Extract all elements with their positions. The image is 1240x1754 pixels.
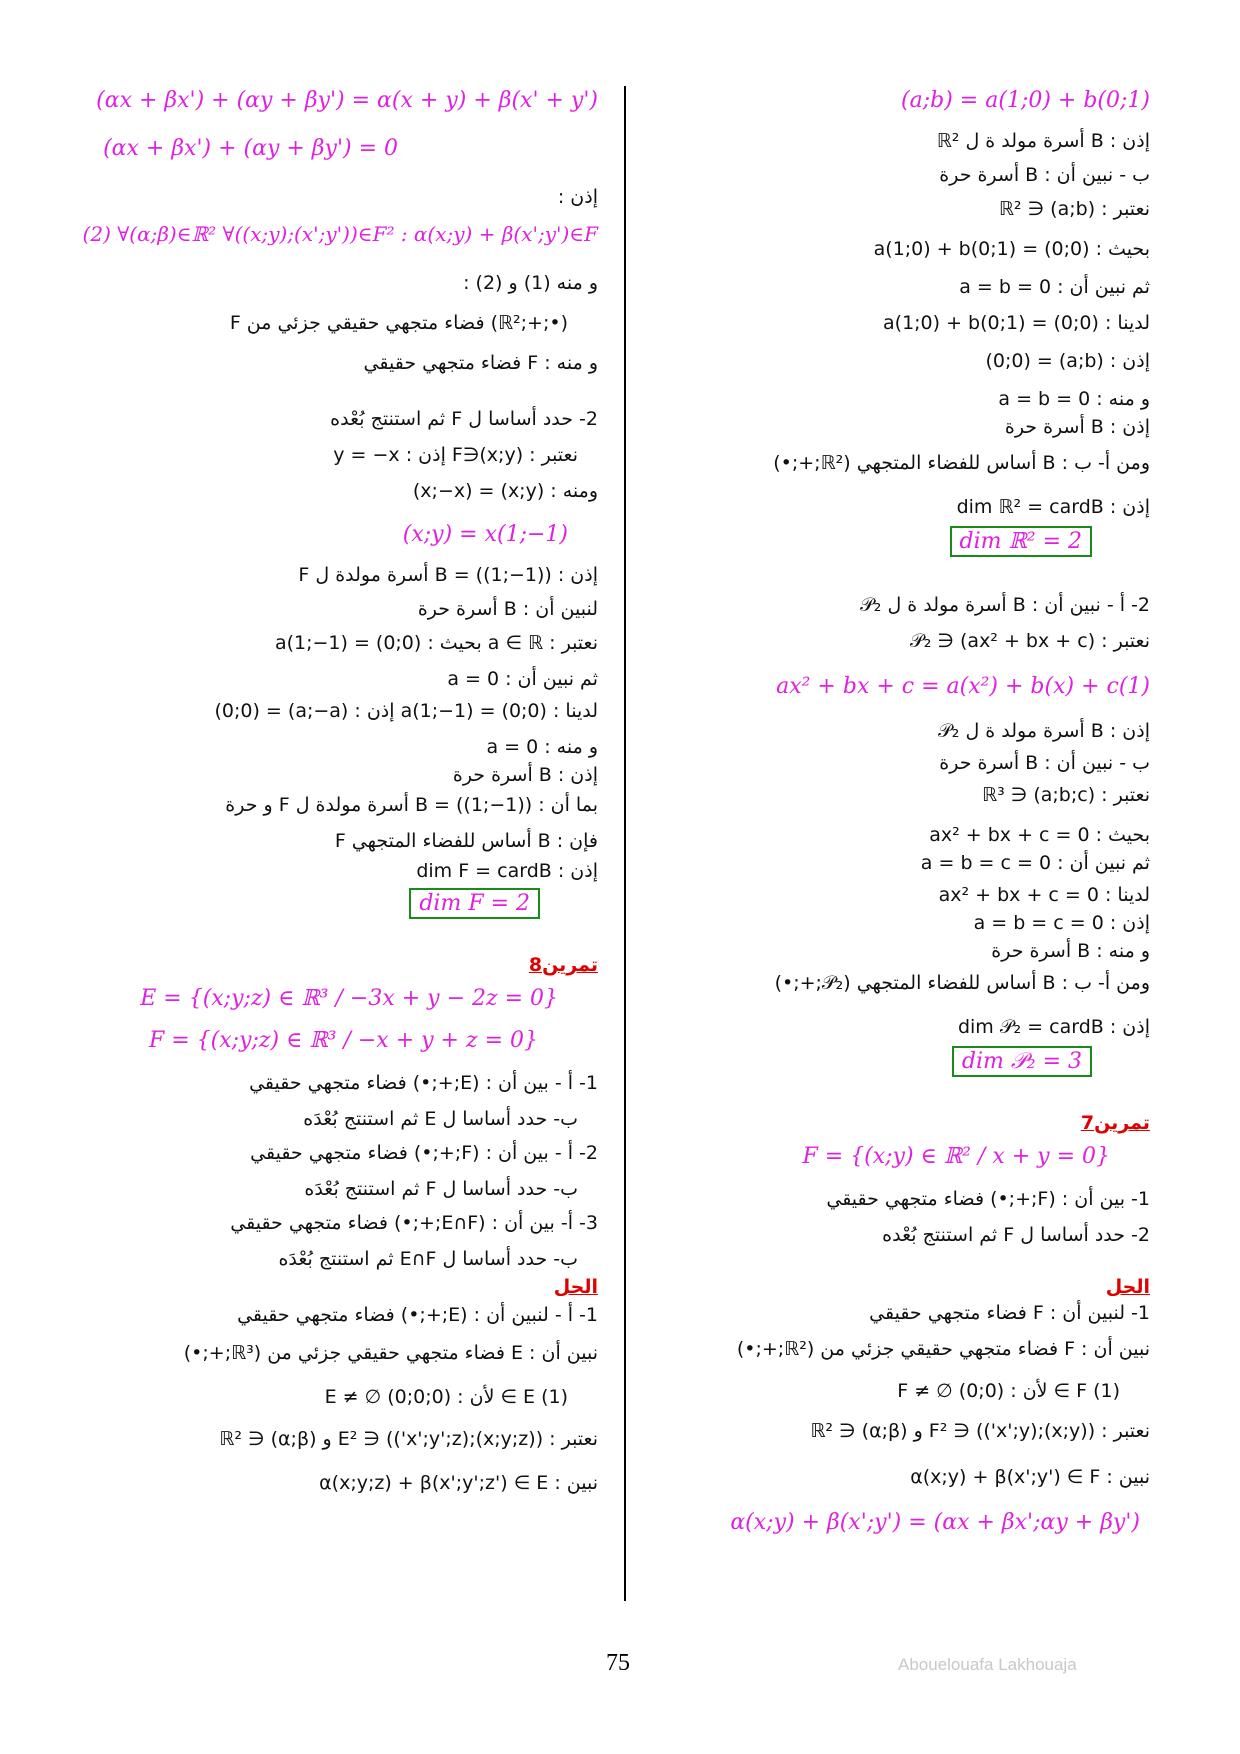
exercise-7-heading: تمرين7 — [1080, 1112, 1150, 1134]
text-line: لدينا : ax² + bx + c = 0 — [938, 884, 1150, 906]
text-line: ومنه : (x;y) = (x;−x) — [412, 480, 598, 502]
text-line: نعتبر : (a;b) ∈ ℝ² — [998, 198, 1150, 220]
result-box: dim F = 2 — [409, 888, 540, 919]
text-line: نبين أن : F فضاء متجهي حقيقي جزئي من (ℝ²;+;•) — [736, 1338, 1150, 1360]
text-line: ب - نبين أن : B أسرة حرة — [939, 164, 1150, 186]
text-line: نبين : α(x;y;z) + β(x';y';z') ∈ E — [319, 1472, 598, 1494]
text-line: نبين : α(x;y) + β(x';y') ∈ F — [910, 1466, 1150, 1488]
text-line: E ≠ ∅ لأن : (0;0;0) ∈ E (1) — [324, 1386, 568, 1408]
text-line: F فضاء متجهي حقيقي جزئي من (ℝ²;+;•) — [229, 312, 568, 334]
text-line: 2- أ - نبين أن : B أسرة مولد ة ل 𝒫₂ — [860, 594, 1150, 616]
page-number: 75 — [606, 1650, 630, 1676]
text-line: إذن : B = ((1;−1)) أسرة مولدة ل F — [298, 564, 598, 586]
text-line: فإن : B أساس للفضاء المتجهي F — [334, 830, 598, 852]
text-line: إذن : — [557, 186, 598, 208]
math-line: E = {(x;y;z) ∈ ℝ³ / −3x + y − 2z = 0} — [140, 986, 558, 1011]
text-line: 1- أ - بين أن : (E;+;•) فضاء متجهي حقيقي — [249, 1072, 598, 1094]
text-line: 2- حدد أساسا ل F ثم استنتج بُعْده — [882, 1224, 1150, 1246]
text-line: ب - نبين أن : B أسرة حرة — [939, 752, 1150, 774]
exercise-8-heading: تمرين8 — [528, 954, 598, 976]
text-line: إذن : dim F = cardB — [416, 860, 598, 882]
text-line: 1- أ - لنبين أن : (E;+;•) فضاء متجهي حقيقي — [237, 1304, 598, 1326]
text-line: إذن : B أسرة حرة — [452, 764, 598, 786]
text-line: و منه : F فضاء متجهي حقيقي — [363, 352, 598, 374]
text-line: ومن أ- ب : B أساس للفضاء المتجهي (ℝ²;+;•) — [773, 452, 1150, 474]
text-line: F ≠ ∅ لأن : (0;0) ∈ F (1) — [897, 1380, 1120, 1402]
result-box: dim 𝒫₂ = 3 — [952, 1046, 1092, 1077]
math-line: (2) ∀(α;β)∈ℝ² ∀((x;y);(x';y'))∈F² : α(x;y) + β(x';y')∈F — [82, 222, 598, 246]
math-line: (αx + βx') + (αy + βy') = α(x + y) + β(x' + y') — [96, 88, 598, 113]
solution-heading: الحل — [553, 1276, 598, 1298]
text-line: إذن : (a;b) = (0;0) — [985, 350, 1150, 372]
math-line: ax² + bx + c = a(x²) + b(x) + c(1) — [776, 674, 1150, 699]
text-line: 1- لنبين أن : F فضاء متجهي حقيقي — [869, 1302, 1150, 1324]
text-line: 3- أ- بين أن : (E∩F;+;•) فضاء متجهي حقيقي — [230, 1212, 598, 1234]
text-line: نعتبر : ((x;y);(x';y')) ∈ F² و (α;β) ∈ ℝ² — [810, 1420, 1150, 1442]
math-line: (x;y) = x(1;−1) — [402, 522, 568, 547]
result-box: dim ℝ² = 2 — [950, 526, 1093, 557]
text-line: ب- حدد أساسا ل F ثم استنتج بُعْدَه — [304, 1178, 578, 1200]
text-line: ومن أ- ب : B أساس للفضاء المتجهي (𝒫₂;+;•) — [774, 972, 1150, 994]
right-column — [640, 80, 1150, 1590]
text-line: إذن : B أسرة مولد ة ل ℝ² — [936, 130, 1150, 152]
text-line: ب- حدد أساسا ل E ثم استنتج بُعْدَه — [303, 1108, 578, 1130]
text-line: و منه : a = 0 — [486, 736, 598, 758]
solution-heading: الحل — [1105, 1276, 1150, 1298]
math-line: α(x;y) + β(x';y') = (αx + βx';αy + βy') — [730, 1510, 1140, 1535]
math-line: (αx + βx') + (αy + βy') = 0 — [103, 136, 398, 161]
math-line: F = {(x;y) ∈ ℝ² / x + y = 0} — [802, 1144, 1110, 1169]
column-divider — [624, 86, 626, 1601]
text-line: ثم نبين أن : a = 0 — [447, 668, 598, 690]
text-line: نعتبر : (ax² + bx + c) ∈ 𝒫₂ — [910, 630, 1150, 652]
text-line: إذن : B أسرة مولد ة ل 𝒫₂ — [938, 720, 1150, 742]
text-line: لدينا : a(1;0) + b(0;1) = (0;0) — [883, 312, 1150, 334]
text-line: نعتبر : a ∈ ℝ بحيث : a(1;−1) = (0;0) — [274, 632, 598, 654]
text-line: بحيث : a(1;0) + b(0;1) = (0;0) — [873, 238, 1150, 260]
math-line: (a;b) = a(1;0) + b(0;1) — [901, 88, 1150, 113]
author-watermark: Abouelouafa Lakhouaja — [898, 1655, 1077, 1674]
text-line: نعتبر : (a;b;c) ∈ ℝ³ — [982, 784, 1150, 806]
text-line: إذن : dim ℝ² = cardB — [956, 496, 1150, 518]
text-line: لدينا : a(1;−1) = (0;0) إذن : (a;−a) = (0;0) — [214, 700, 598, 722]
text-line: إذن : dim 𝒫₂ = cardB — [957, 1016, 1150, 1038]
text-line: و منه (1) و (2) : — [463, 272, 598, 294]
text-line: نبين أن : E فضاء متجهي حقيقي جزئي من (ℝ³;+;•) — [183, 1342, 598, 1364]
text-line: إذن : a = b = c = 0 — [973, 912, 1150, 934]
text-line: ثم نبين أن : a = b = 0 — [959, 276, 1150, 298]
text-line: ب- حدد أساسا ل E∩F ثم استنتج بُعْدَه — [278, 1248, 578, 1270]
left-column — [82, 80, 598, 1590]
text-line: نعتبر : (x;y)∈F إذن : y = −x — [333, 444, 578, 466]
math-line: F = {(x;y;z) ∈ ℝ³ / −x + y + z = 0} — [149, 1028, 538, 1053]
text-line: ثم نبين أن : a = b = c = 0 — [920, 852, 1150, 874]
text-line: و منه : B أسرة حرة — [991, 940, 1150, 962]
text-line: بما أن : B = ((1;−1)) أسرة مولدة ل F و حرة — [225, 794, 598, 816]
text-line: إذن : B أسرة حرة — [1004, 416, 1150, 438]
text-line: 1- بين أن : (F;+;•) فضاء متجهي حقيقي — [826, 1188, 1150, 1210]
text-line: لنبين أن : B أسرة حرة — [417, 598, 598, 620]
text-line: بحيث : ax² + bx + c = 0 — [929, 824, 1150, 846]
text-line: نعتبر : ((x;y;z);(x';y';z')) ∈ E² و (α;β) ∈ ℝ² — [219, 1428, 598, 1450]
text-line: 2- أ - بين أن : (F;+;•) فضاء متجهي حقيقي — [250, 1142, 598, 1164]
text-line: 2- حدد أساسا ل F ثم استنتج بُعْده — [330, 408, 598, 430]
text-line: و منه : a = b = 0 — [998, 388, 1150, 410]
